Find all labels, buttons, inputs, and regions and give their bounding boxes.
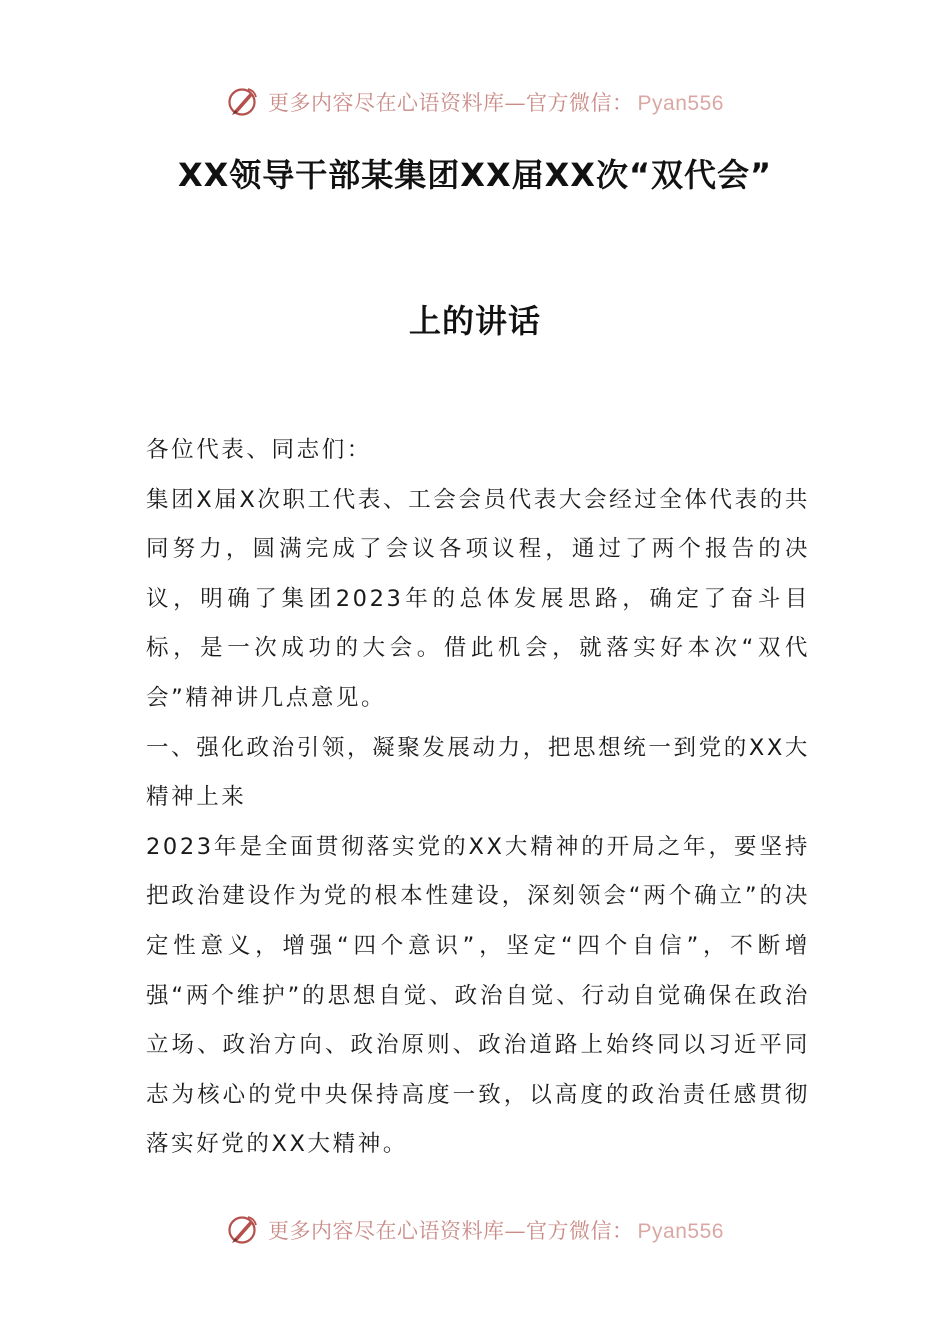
paragraph-section-1: 2023年是全面贯彻落实党的XX大精神的开局之年，要坚持把政治建设作为党的根本性建设，深刻领会“两个确立”的决定性意义，增强“四个意识”，坚定“四个自信”，不断增强“两个维护”的思想自觉、政治自觉、行动自觉确保在政治立场、政治方向、政治原则、政治道路上始终同以习近平同志为核心的党中央保持高度一致，以高度的政治责任感贯彻落实好党的XX大精神。 (146, 833, 810, 1158)
wechat-id: Pyan556 (637, 1220, 724, 1243)
quill-logo-icon (226, 85, 260, 119)
salutation: 各位代表、同志们： (146, 437, 372, 463)
document-body (146, 426, 810, 1170)
watermark-header (0, 80, 950, 124)
wechat-id: Pyan556 (637, 92, 724, 115)
quill-logo-icon (226, 1213, 260, 1247)
watermark-label: 更多内容尽在心语资料库—官方微信： (268, 91, 634, 115)
document-title-line-1: XX领导干部某集团XX届XX次“双代会” (177, 156, 773, 194)
watermark-text (268, 1215, 724, 1245)
paragraph-intro: 集团X届X次职工代表、工会会员代表大会经过全体代表的共同努力，圆满完成了会议各项议程，通过了两个报告的决议，明确了集团2023年的总体发展思路，确定了奋斗目标，是一次成功的大会。借此机会，就落实好本次“双代会”精神讲几点意见。 (146, 486, 810, 711)
section-heading-1: 一、强化政治引领，凝聚发展动力，把思想统一到党的XX大精神上来 (146, 734, 810, 811)
watermark-footer (0, 1208, 950, 1252)
watermark-text (268, 87, 724, 117)
document-title-line-2: 上的讲话 (408, 302, 541, 340)
watermark-label: 更多内容尽在心语资料库—官方微信： (268, 1219, 634, 1243)
